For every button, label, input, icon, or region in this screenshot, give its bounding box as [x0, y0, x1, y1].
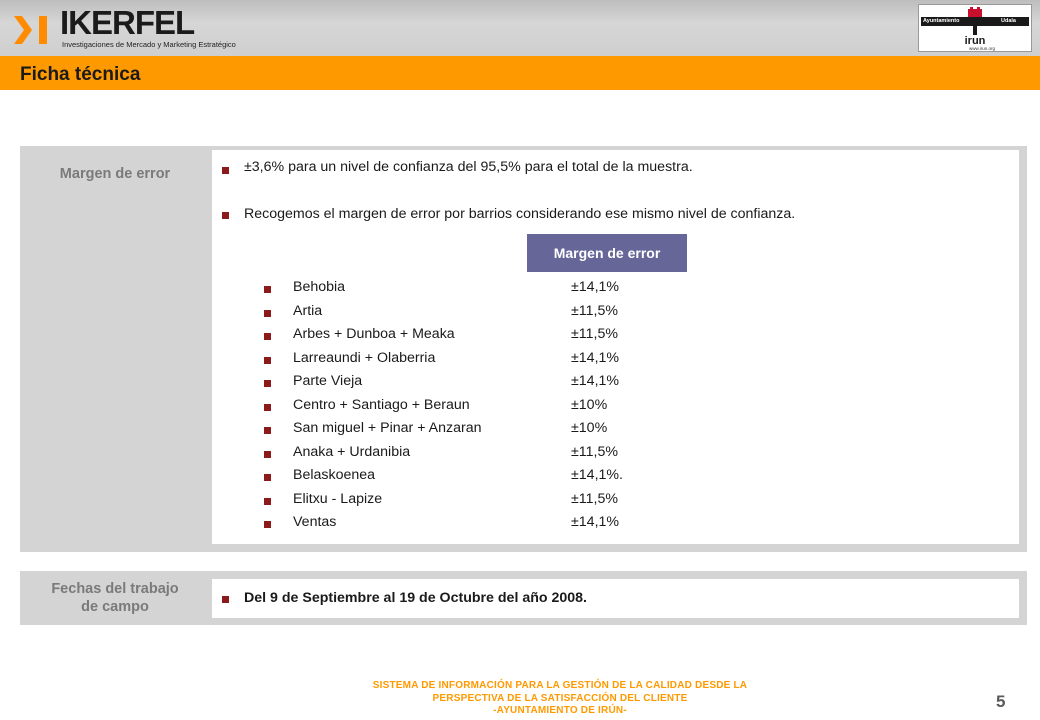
- district-row: [262, 350, 682, 373]
- bullet-icon: [264, 404, 271, 411]
- district-row: [262, 467, 682, 490]
- district-row: [262, 491, 682, 514]
- bullet-icon: [264, 310, 271, 317]
- bullet-icon: [264, 380, 271, 387]
- badge-right-text: Udala: [1001, 18, 1016, 24]
- title-bar: [0, 56, 1040, 90]
- bullet-icon: [264, 474, 271, 481]
- badge-left-text: Ayuntamiento: [923, 18, 960, 24]
- dates-label-line1: Fechas del trabajo: [51, 581, 179, 597]
- district-margin-value: ±11,5%: [571, 326, 618, 342]
- badge-url: www.irun.org: [969, 46, 996, 51]
- bullet-icon: [264, 286, 271, 293]
- fieldwork-dates: Del 9 de Septiembre al 19 de Octubre del año 2008.: [244, 590, 588, 606]
- district-margin-value: ±11,5%: [571, 302, 618, 319]
- district-name: San miguel + Pinar + Anzaran: [293, 420, 482, 436]
- district-name: Elitxu - Lapize: [293, 490, 383, 507]
- bullet-icon: [264, 333, 271, 340]
- badge-city: irun: [964, 35, 986, 47]
- bullet-icon: [264, 451, 271, 458]
- dates-label-line2: de campo: [81, 599, 149, 615]
- footer-line2: PERSPECTIVA DE LA SATISFACCIÓN DEL CLIENTE: [432, 692, 688, 704]
- brand-name: IKERFEL: [60, 4, 195, 41]
- district-margin-value: ±11,5%: [571, 490, 618, 507]
- district-margin-value: ±14,1%: [571, 349, 620, 366]
- bullet-icon: [222, 167, 229, 174]
- district-row: [262, 420, 682, 443]
- district-row: [262, 279, 682, 302]
- district-margin-value: ±10%: [571, 420, 608, 436]
- page-title: Ficha técnica: [20, 64, 141, 85]
- district-name: Artia: [293, 302, 323, 319]
- district-margin-value: ±14,1%: [571, 514, 620, 530]
- dates-section-label: [20, 580, 210, 616]
- district-name: Parte Vieja: [293, 373, 363, 389]
- district-name: Belaskoenea: [293, 467, 376, 483]
- district-row: [262, 326, 682, 349]
- total-margin-text: ±3,6% para un nivel de confianza del 95,5% para el total de la muestra.: [244, 159, 693, 175]
- header-bar: [0, 0, 1040, 56]
- district-margin-value: ±14,1%: [571, 373, 620, 389]
- district-name: Arbes + Dunboa + Meaka: [293, 326, 455, 342]
- district-margin-intro: Recogemos el margen de error por barrios considerando ese mismo nivel de confianza.: [244, 206, 796, 222]
- page-number: 5: [996, 692, 1006, 711]
- district-row: [262, 373, 682, 396]
- crest-icon: [965, 7, 985, 37]
- bullet-icon: [264, 521, 271, 528]
- bullet-icon: [222, 212, 229, 219]
- district-row: [262, 514, 682, 537]
- district-name: Larreaundi + Olaberria: [293, 349, 436, 366]
- district-name: Centro + Santiago + Beraun: [293, 396, 470, 413]
- district-margin-value: ±10%: [571, 396, 608, 413]
- district-row: [262, 303, 682, 326]
- district-margin-value: ±14,1%: [571, 279, 620, 295]
- ikerfel-logo-icon: [12, 12, 52, 48]
- irun-badge: [918, 4, 1032, 52]
- district-row: [262, 444, 682, 467]
- margin-section-label: Margen de error: [59, 166, 171, 182]
- footer-text: [280, 680, 840, 718]
- bullet-icon: [264, 498, 271, 505]
- district-name: Behobia: [293, 279, 346, 295]
- district-name: Anaka + Urdanibia: [293, 443, 411, 460]
- footer-line1: SISTEMA DE INFORMACIÓN PARA LA GESTIÓN DE LA CALIDAD DESDE LA: [372, 680, 748, 691]
- bullet-icon: [264, 427, 271, 434]
- margin-table-header: Margen de error: [527, 234, 687, 272]
- brand-tagline: Investigaciones de Mercado y Marketing Estratégico: [62, 40, 236, 49]
- district-margin-value: ±14,1%.: [571, 467, 623, 483]
- district-name: Ventas: [293, 514, 337, 530]
- district-row: [262, 397, 682, 420]
- district-margin-value: ±11,5%: [571, 443, 618, 460]
- bullet-icon: [264, 357, 271, 364]
- bullet-icon: [222, 596, 229, 603]
- footer-line3: -AYUNTAMIENTO DE IRÚN-: [493, 705, 627, 716]
